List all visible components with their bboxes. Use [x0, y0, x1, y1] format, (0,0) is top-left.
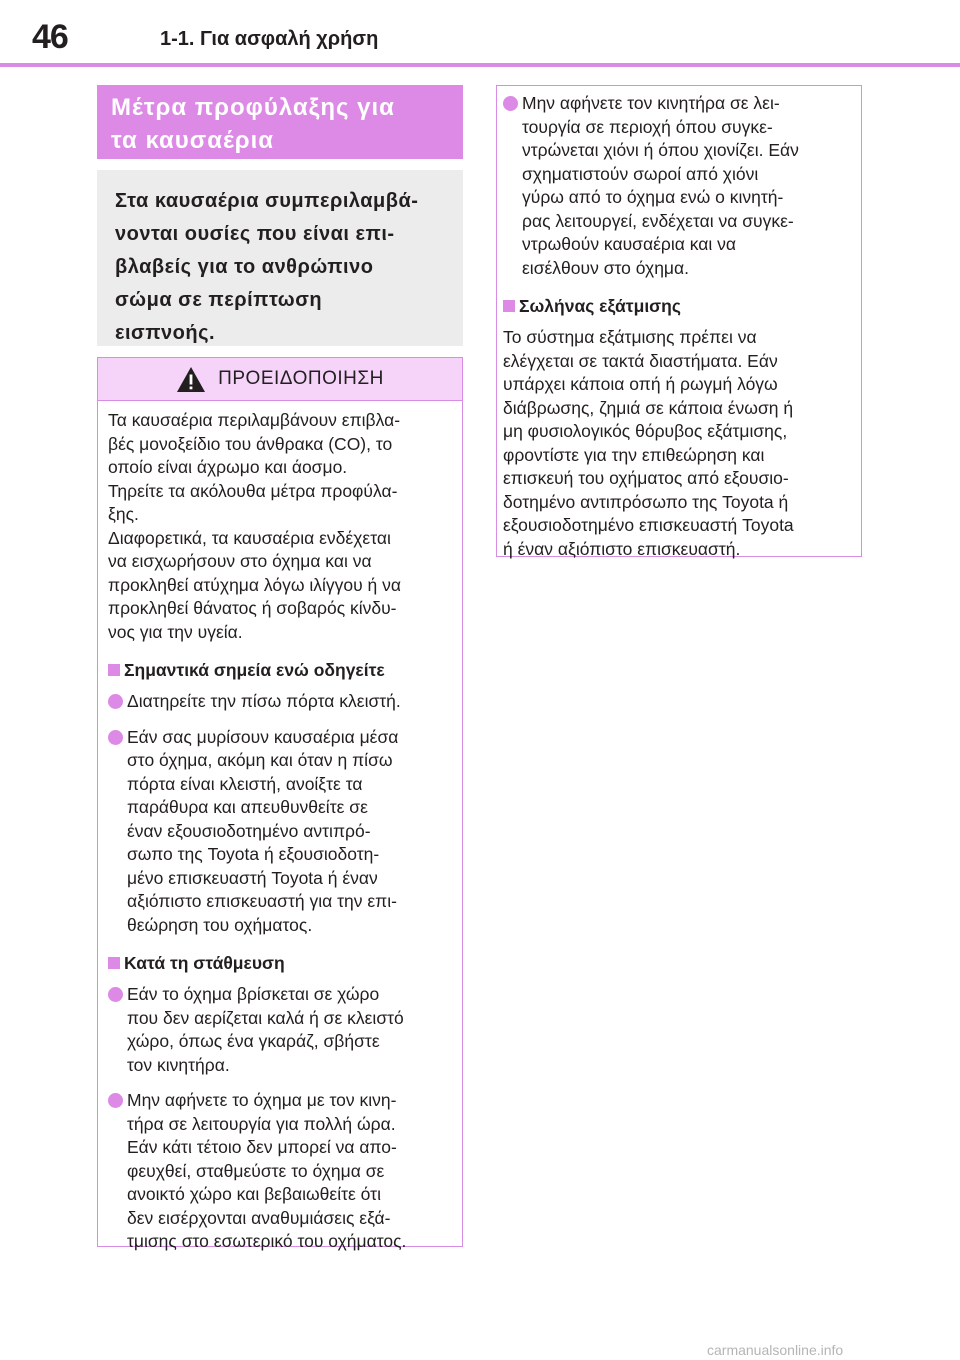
- header-divider: [0, 63, 960, 67]
- driving-heading: [108, 658, 452, 682]
- bullet-text: Μην αφήνετε τον κινητήρα σε λει- τουργία σε περιοχή όπου συγκε- ντρώνεται χιόνι ή όπου χιονίζει. Εάν σχηματιστούν σωροί από χιόνι γύρω από το όχημα ενώ ο κινητή- ρας λειτουργεί, ενδέχεται να συγκε- ντρωθούν καυσαέρια και να εισέλθουν στο όχημα.: [522, 93, 799, 278]
- square-bullet-icon: [108, 957, 120, 969]
- topic-title: Μέτρα προφύλαξης για τα καυσαέρια: [111, 94, 395, 154]
- circle-bullet-icon: [108, 694, 123, 709]
- list-item: [108, 983, 452, 1077]
- parking-heading: [108, 951, 452, 975]
- exhaust-heading: [503, 294, 851, 318]
- warning-continued-box: [496, 85, 862, 557]
- intro-text: Στα καυσαέρια συμπεριλαμβά- νονται ουσίες που είναι επι- βλαβείς για το ανθρώπινο σώμα σε περίπτωση εισπνοής.: [115, 190, 419, 344]
- topic-title-box: [97, 85, 463, 159]
- circle-bullet-icon: [503, 96, 518, 111]
- parking-heading-text: Κατά τη στάθμευση: [124, 953, 285, 973]
- page-header: [0, 0, 960, 66]
- circle-bullet-icon: [108, 730, 123, 745]
- circle-bullet-icon: [108, 987, 123, 1002]
- section-title: 1-1. Για ασφαλή χρήση: [160, 28, 379, 50]
- list-item: [108, 726, 452, 938]
- intro-box: [97, 170, 463, 346]
- warning-intro: Τα καυσαέρια περιλαμβάνουν επιβλα- βές μονοξείδιο του άνθρακα (CO), το οποίο είναι άχρωμο και άοσμο. Τηρείτε τα ακόλουθα μέτρα προφύλα- ξης. Διαφορετικά, τα καυσαέρια ενδέχεται να εισχωρήσουν στο όχημα και να προκληθεί ατύχημα λόγω ιλίγγου ή να προκληθεί θάνατος ή σοβαρός κίνδυ- νος για την υγεία.: [108, 410, 402, 642]
- bullet-text: Εάν το όχημα βρίσκεται σε χώρο που δεν αερίζεται καλά ή σε κλειστό χώρο, όπως ένα γκαράζ, σβήστε τον κινητήρα.: [127, 984, 404, 1075]
- page-number: 46: [32, 18, 68, 56]
- exhaust-text: Το σύστημα εξάτμισης πρέπει να ελέγχεται σε τακτά διαστήματα. Εάν υπάρχει κάποια οπή ή ρωγμή λόγω διάβρωσης, ζημιά σε κάποια ένωση ή μη φυσιολογικός θόρυβος εξάτμισης, φροντίστε για την επιθεώρηση και επισκευή του οχήματος από εξουσιο- δοτημένο αντιπρόσωπο της Toyota ή εξουσιοδοτημένο επισκευαστή Toyota ή έναν αξιόπιστο επισκευαστή.: [503, 327, 794, 559]
- bullet-text: Εάν σας μυρίσουν καυσαέρια μέσα στο όχημα, ακόμη και όταν η πίσω πόρτα είναι κλειστή, ανοίξτε τα παράθυρα και απευθυνθείτε σε έναν εξουσιοδοτημένο αντιπρό- σωπο της Toyota ή εξουσιοδοτη- μένο επισκευαστή Toyota ή έναν αξιόπιστο επισκευαστή για την επι- θεώρηση του οχήματος.: [127, 726, 399, 935]
- bullet-text: Διατηρείτε την πίσω πόρτα κλειστή.: [127, 691, 401, 711]
- bullet-text: Μην αφήνετε το όχημα με τον κινη- τήρα σε λειτουργία για πολλή ώρα. Εάν κάτι τέτοιο δεν μπορεί να απο- φευχθεί, σταθμεύστε το όχημα σε ανοικτό χώρο και βεβαιωθείτε ότι δεν εισέρχονται αναθυμιάσεις εξά- τμισης στο εσωτερικό του οχήματος.: [127, 1090, 407, 1251]
- square-bullet-icon: [503, 300, 515, 312]
- watermark: carmanualsonline.info: [707, 1342, 844, 1358]
- warning-title: ΠΡΟΕΙΔΟΠΟΙΗΣΗ: [218, 368, 384, 389]
- square-bullet-icon: [108, 664, 120, 676]
- list-item: [108, 1089, 452, 1254]
- warning-box: [97, 357, 463, 1251]
- circle-bullet-icon: [108, 1093, 123, 1108]
- warning-body: [98, 401, 462, 1254]
- driving-heading-text: Σημαντικά σημεία ενώ οδηγείτε: [124, 660, 385, 680]
- list-item: [108, 690, 452, 714]
- warning-triangle-icon: [176, 366, 206, 393]
- warning-header: [98, 358, 462, 401]
- list-item: [503, 92, 851, 280]
- exhaust-heading-text: Σωλήνας εξάτμισης: [519, 296, 681, 316]
